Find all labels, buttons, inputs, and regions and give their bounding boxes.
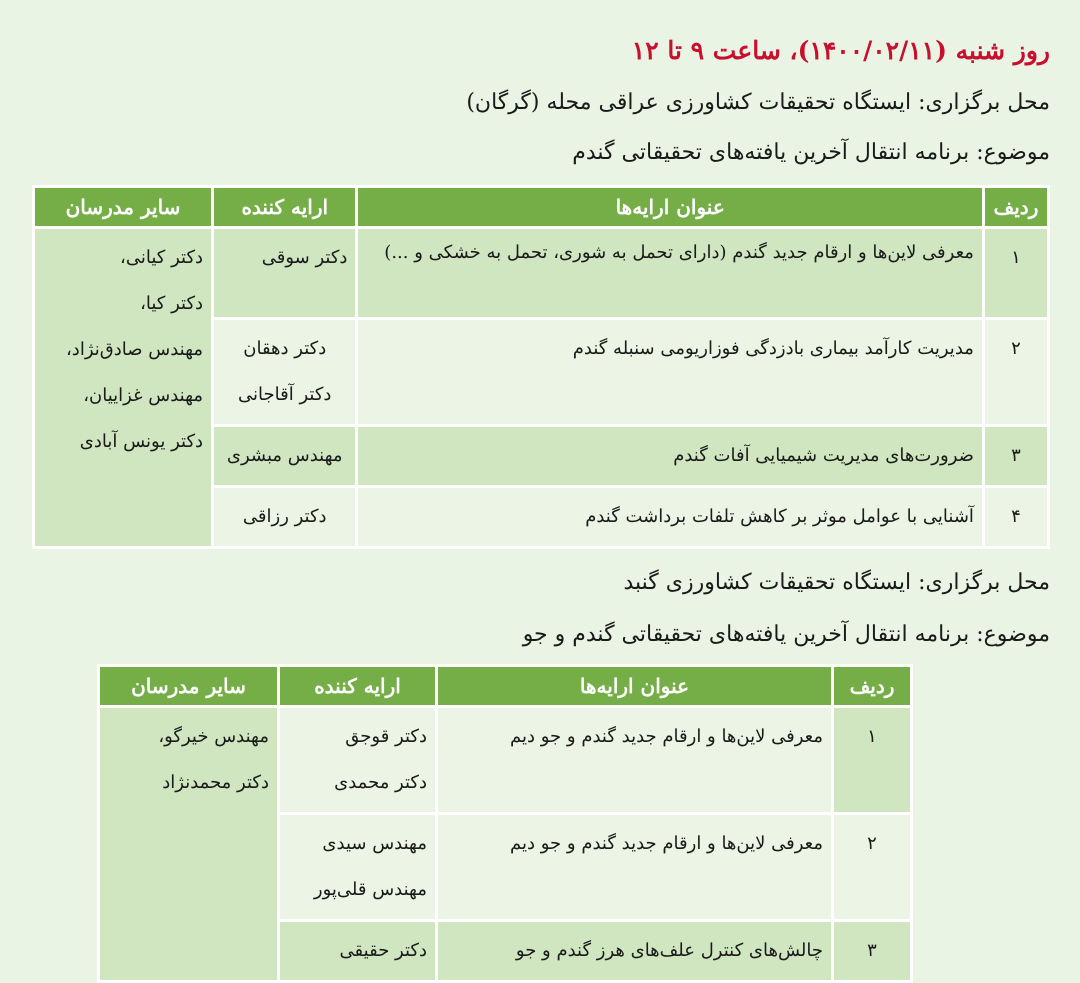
row-number: ۳ (833, 921, 912, 982)
presenter (213, 228, 357, 319)
presentation-title: معرفی لاین‌ها و ارقام جدید گندم و جو دیم (437, 707, 833, 814)
row-number: ۲ (983, 319, 1048, 426)
instructor-name: مهندس خیرگو، (158, 726, 269, 747)
presenter (213, 487, 357, 548)
presenter-name: دکتر حقیقی (339, 940, 427, 961)
header-presenter: ارایه کننده (213, 187, 357, 228)
instructor-name: مهندس صادق‌نژاد، (66, 339, 204, 360)
presenter-name: مهندس مبشری (226, 445, 343, 466)
header-other-instructors: سایر مدرسان (99, 666, 279, 707)
session-heading: روز شنبه (۱۴۰۰/۰۲/۱۱)، ساعت ۹ تا ۱۲ (631, 36, 1050, 65)
topic-wheat: موضوع: برنامه انتقال آخرین یافته‌های تحقیقاتی گندم (572, 140, 1050, 165)
presenter (213, 426, 357, 487)
header-other-instructors: سایر مدرسان (34, 187, 213, 228)
instructor-name: مهندس غزاییان، (83, 385, 204, 406)
topic-wheat-barley: موضوع: برنامه انتقال آخرین یافته‌های تحقیقاتی گندم و جو (522, 622, 1050, 647)
table-row (34, 228, 1049, 319)
other-instructors (99, 707, 279, 982)
presenter-name: دکتر سوقی (261, 247, 348, 268)
presenter (279, 707, 437, 814)
schedule-table-gonbad (97, 664, 913, 983)
venue-gorgan: محل برگزاری: ایستگاه تحقیقات کشاورزی عراقی محله (گرگان) (466, 90, 1050, 115)
header-title: عنوان ارایه‌ها (357, 187, 983, 228)
row-number: ۳ (983, 426, 1048, 487)
presenter-name: دکتر محمدی (334, 772, 427, 793)
row-number: ۲ (833, 814, 912, 921)
venue-gonbad: محل برگزاری: ایستگاه تحقیقات کشاورزی گنبد (623, 570, 1050, 595)
presenter-name: مهندس قلی‌پور (313, 879, 427, 900)
presenter-name: دکتر آقاجانی (238, 384, 332, 405)
table-header-row (99, 666, 912, 707)
row-number: ۱ (833, 707, 912, 814)
instructor-name: دکتر محمدنژاد (162, 772, 269, 793)
row-number: ۱ (983, 228, 1048, 319)
presenter (279, 814, 437, 921)
presentation-title: چالش‌های کنترل علف‌های هرز گندم و جو (437, 921, 833, 982)
presenter-name: دکتر رزاقی (242, 506, 327, 527)
other-instructors (34, 228, 213, 548)
schedule-table-gorgan (32, 185, 1050, 549)
header-title: عنوان ارایه‌ها (437, 666, 833, 707)
presentation-title: ضرورت‌های مدیریت شیمیایی آفات گندم (357, 426, 983, 487)
instructor-name: دکتر کیا، (140, 293, 204, 314)
header-row-number: ردیف (983, 187, 1048, 228)
presenter (213, 319, 357, 426)
instructor-name: دکتر یونس آبادی (79, 431, 204, 452)
presentation-title: مدیریت کارآمد بیماری بادزدگی فوزاریومی سنبله گندم (357, 319, 983, 426)
presentation-title: آشنایی با عوامل موثر بر کاهش تلفات برداشت گندم (357, 487, 983, 548)
header-row-number: ردیف (833, 666, 912, 707)
table-header-row (34, 187, 1049, 228)
presenter-name: دکتر قوجق (345, 726, 427, 747)
presentation-title: معرفی لاین‌ها و ارقام جدید گندم و جو دیم (437, 814, 833, 921)
row-number: ۴ (983, 487, 1048, 548)
presenter-name: مهندس سیدی (322, 833, 427, 854)
presentation-title: معرفی لاین‌ها و ارقام جدید گندم (دارای تحمل به شوری، تحمل به خشکی و ...) (357, 228, 983, 319)
presenter (279, 921, 437, 982)
header-presenter: ارایه کننده (279, 666, 437, 707)
instructor-name: دکتر کیانی، (120, 247, 204, 268)
table-row (99, 707, 912, 814)
presenter-name: دکتر دهقان (243, 338, 327, 359)
